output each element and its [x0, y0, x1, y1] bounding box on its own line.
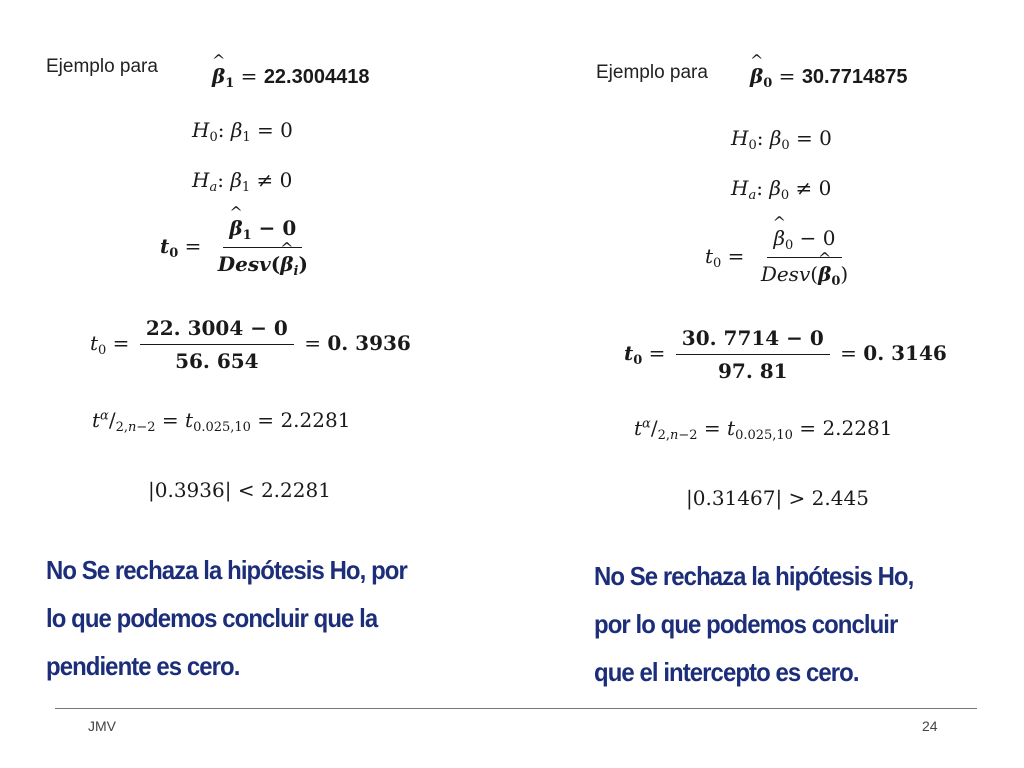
right-t-denominator: 97. 81 — [718, 359, 788, 383]
left-alt-hypothesis: $H_a$: $\beta_1 \ne 0$ — [192, 168, 293, 195]
left-t-statistic-calc: $t_0$ = $\frac{22. 3004 - 0}{56. 654}$ = 0. 3936 — [90, 316, 411, 373]
right-t-statistic-formula: $t_0$ = ^ $\frac{\beta_0 - 0}{Desv(\^{} \beta_0)}$ — [705, 226, 858, 289]
right-intro-text: Ejemplo para — [596, 62, 708, 83]
left-null-hypothesis: $H_0$: $\beta_1 = 0$ — [192, 118, 293, 145]
right-comparison: |0.31467| > 2.445 — [686, 486, 869, 510]
page-number: 24 — [922, 718, 938, 734]
left-t-result: 0. 3936 — [327, 331, 411, 355]
left-estimate-value: 22.3004418 — [263, 66, 370, 88]
right-t-result: 0. 3146 — [863, 341, 947, 365]
footer-author: JMV — [88, 718, 116, 734]
left-t-numerator: 22. 3004 — [145, 316, 244, 340]
left-t-critical: $t^\alpha/_{2,n-2} = t_{0.025,10} = 2.2281$ — [92, 408, 351, 435]
right-t-critical: $t^\alpha/_{2,n-2} = t_{0.025,10} = 2.2281$ — [634, 416, 893, 443]
right-alt-hypothesis: $H_a$: $\beta_0 \ne 0$ — [731, 176, 832, 203]
right-t-statistic-calc: $t_0$ = $\frac{30. 7714 - 0}{97. 81}$ = 0. 3146 — [624, 326, 947, 383]
left-t-denominator: 56. 654 — [175, 349, 259, 373]
right-t-critical-value: 2.2281 — [822, 416, 893, 440]
left-estimate-equation: ^ $\beta_1 = 22.3004418$ — [212, 64, 369, 91]
right-estimate-equation: ^ $\beta_0 = 30.7714875$ — [750, 64, 907, 91]
left-t-critical-value: 2.2281 — [280, 408, 351, 432]
right-conclusion: No Se rechaza la hipótesis Ho, por lo que podemos concluir que el intercepto es cero. — [594, 561, 914, 687]
right-t-numerator: 30. 7714 — [681, 326, 780, 350]
left-t-statistic-formula: $t_0$ = ^ $\frac{\beta_1 - 0}{Desv(\^{} \beta_i)}$ — [160, 216, 318, 279]
right-estimate-value: 30.7714875 — [801, 66, 908, 88]
footer-divider — [55, 708, 977, 709]
right-null-hypothesis: $H_0$: $\beta_0 = 0$ — [731, 126, 832, 153]
left-comparison: |0.3936| < 2.2281 — [148, 478, 331, 502]
left-intro-text: Ejemplo para — [46, 56, 158, 77]
left-conclusion: No Se rechaza la hipótesis Ho, por lo que podemos concluir que la pendiente es cero. — [46, 555, 407, 681]
